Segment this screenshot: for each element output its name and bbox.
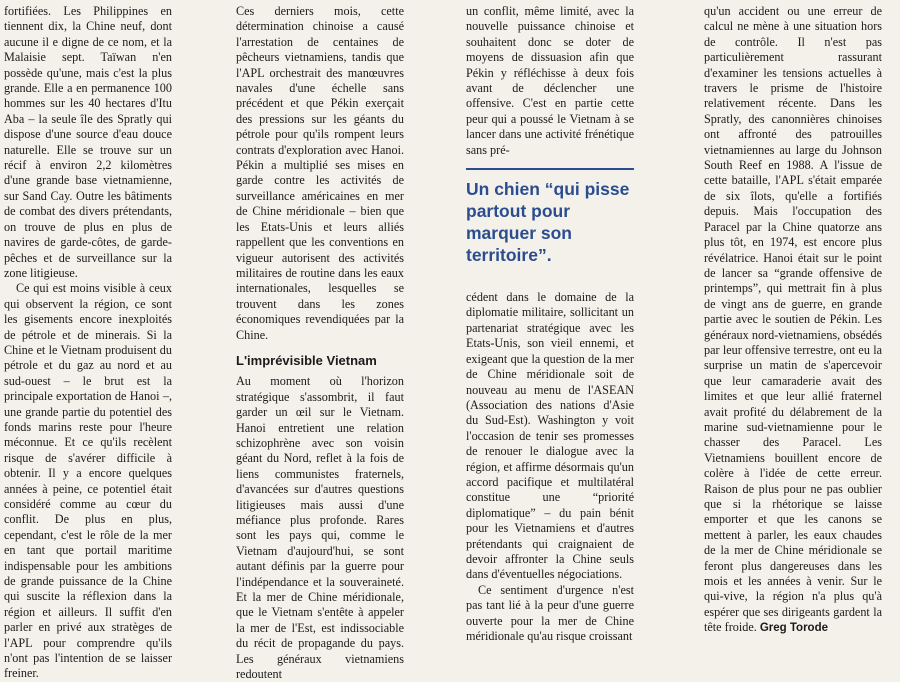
article-column-2 (236, 4, 404, 682)
article-column-3 (466, 4, 634, 644)
article-column-4 (704, 4, 882, 637)
paragraph: Ce qui est moins visible à ceux qui observent la région, ce sont les gisements encore inexploités de pétrole et de minerais. Si la Chine et le Vietnam produisent du pétrole et du gaz au nord et au sud-ouest – le brut est la principale exportation de Hanoi –, une grande partie du potentiel des fonds marins reste pour l'heure méconnue. Et ce qu'ils recèlent risque de s'avérer difficile à obtenir. Il y a encore quelques années à peine, ce potentiel était considéré comme au cœur du conflit. De plus en plus, cependant, c'est le rôle de la mer en tant que portail maritime indispensable pour les ambitions de grande puissance de la Chine qui suscite la réflexion dans la région et ailleurs. Il suffit d'en parler en privé aux stratèges de l'APL pour comprendre qu'ils n'ont pas l'intention de se laisser freiner. (4, 281, 172, 681)
article-column-1 (4, 4, 172, 682)
paragraph: un conflit, même limité, avec la nouvelle puissance chinoise et souhaitent donc se doter de moyens de dissuasion afin que Pékin y réfléchisse à deux fois avant de déclencher une offensive. C'est en partie cette peur qui a poussé le Vietnam à se lancer dans une activité frénétique sans pré- (466, 4, 634, 157)
paragraph-text: qu'un accident ou une erreur de calcul ne mène à une situation hors de contrôle. Il n'est pas particulièrement rassurant d'examiner les tensions actuelles à travers le prisme de l'histoire relativement récente. Dans les Spratly, des canonnières chinoises ont affronté des patrouilles vietnamiennes au large du Johnson South Reef en 1988. A l'issue de cette bataille, l'APL s'était emparée de six îlots, qu'elle a fortifiés depuis. Mais l'occupation des Paracel par la Chine quatorze ans plus tôt, en 1974, est encore plus révélatrice. Hanoi était sur le point de lancer sa “grande offensive de printemps”, qui mettrait fin à plus de vingt ans de guerre, en grande partie avec le soutien de Pékin. Les généraux nord-vietnamiens, obsédés par leur offensive terrestre, ont eu la surprise un matin de s'apercevoir que leur camaraderie avait des limites et que leur allié fraternel avait profité du délabrement de la marine sud-vietnamienne pour le chasser des Paracel. Les Vietnamiens bouillent encore de colère à l'idée de cette erreur. Raison de plus pour ne pas oublier que si la rhétorique se laisse emporter et que les canons se mettent à parler, les eaux chaudes de la mer de Chine méridionale se feront plus dangereuses dans les mois et les années à venir. Sur le qui-vive, la région n'a plus qu'à espérer que ses dirigeants gardent la tête froide. (704, 4, 882, 635)
paragraph: Au moment où l'horizon stratégique s'assombrit, il faut garder un œil sur le Vietnam. Hanoi entretient une relation schizophrène avec son voisin géant du Nord, reflet à la fois de liens communistes fraternels, d'avancées sur d'autres questions litigieuses mais aussi d'une méfiance plus profonde. Rares sont les pays qui, comme le Vietnam d'aujourd'hui, se sont autant définis par la guerre pour l'indépendance et la souveraineté. Et la mer de Chine méridionale, que le Vietnam s'entête à appeler la mer de l'Est, est indissociable du récit de propagande du pays. Les généraux vietnamiens redoutent (236, 374, 404, 682)
section-subheading: L'imprévisible Vietnam (236, 352, 377, 368)
paragraph: fortifiées. Les Philippines en tiennent dix, la Chine neuf, dont aucune il e digne de ce nom, et la Malaisie sept. Taïwan n'en possède qu'une, mais c'est la plus grande. Elle a en permanence 100 hommes sur les 40 hectares d'Itu Aba – la seule île des Spratly qui dispose d'une source d'eau douce naturelle. Elle se trouve sur un récif à environ 2,2 kilomètres d'une grande base vietnamienne, sur Sand Cay. Outre les bâtiments de combat des divers prétendants, on trouve de plus en plus de navires de garde-côtes, de garde-pêches et de surveillance sur la zone litigieuse. (4, 4, 172, 280)
paragraph: cédent dans le domaine de la diplomatie militaire, sollicitant un partenariat stratégique avec les Etats-Unis, son vieil ennemi, et exigeant que la question de la mer de Chine méridionale soit de nouveau au menu de l'ASEAN (Association des nations d'Asie du Sud-Est). Washington y voit l'occasion de tenir ses promesses de renouer le dialogue avec la région, et affirme désormais qu'un accord pacifique et multilatéral constitue une “priorité diplomatique” – du pain bénit pour les Vietnamiens et d'autres prétendants qui craignaient de devoir affronter la Chine seuls dans d'éventuelles négociations. (466, 290, 634, 582)
author-signature: Greg Torode (759, 622, 828, 635)
paragraph: Ces derniers mois, cette détermination chinoise a causé l'arrestation de centaines de pêcheurs vietnamiens, tandis que l'APL orchestrait des manœuvres navales d'une échelle sans précédent et que Pékin exerçait des pressions sur les géants du pétrole pour qu'ils rompent leurs contrats d'exploration avec Hanoi. Pékin a multiplié ses mises en garde contre les activités de surveillance américaines en mer de Chine méridionale – bien que les Etats-Unis et leurs alliés rappellent que les conventions en vigueur autorisent des activités militaires de routine dans les eaux internationales, lesquelles se trouvent dans les zones économiques revendiquées par la Chine. (236, 4, 404, 342)
pull-quote: Un chien “qui pisse partout pour marquer son territoire”. (466, 168, 634, 276)
paragraph: Ce sentiment d'urgence n'est pas tant lié à la peur d'une guerre ouverte pour la mer de Chine méridionale qu'au risque croissant (466, 582, 634, 643)
paragraph (704, 4, 882, 637)
